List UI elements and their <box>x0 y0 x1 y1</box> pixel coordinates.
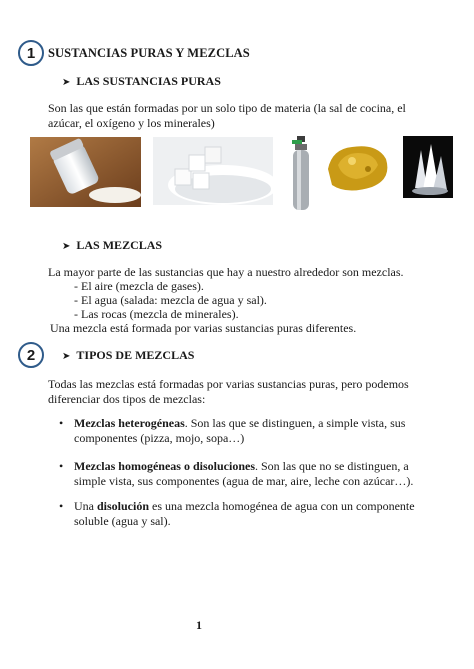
section-number: 1 <box>26 44 36 62</box>
subheading-text: LAS SUSTANCIAS PURAS <box>76 74 221 88</box>
mixture-item: - El aire (mezcla de gases). <box>74 279 204 293</box>
list-item <box>59 459 424 488</box>
section-number-badge <box>18 40 44 66</box>
bullet-term: Mezclas homogéneas o disoluciones <box>74 459 255 473</box>
subheading-pure <box>62 74 221 89</box>
oxygen-tank-image <box>288 134 314 214</box>
quartz-crystal-image <box>403 136 453 198</box>
mixture-item: - Las rocas (mezcla de minerales). <box>74 307 239 321</box>
types-intro: Todas las mezclas está formadas por varias sustancias puras, pero podemos diferenciar dos tipos de mezclas: <box>48 377 409 406</box>
bullet-dot-icon: • <box>59 499 64 513</box>
section-number: 2 <box>26 346 36 364</box>
bullet-text: es una mezcla homogénea de agua con un componente soluble (agua y sal). <box>74 499 415 528</box>
mixtures-intro: La mayor parte de las sustancias que hay a nuestro alrededor son mezclas. <box>48 265 404 279</box>
section-title-text: TIPOS DE MEZCLAS <box>76 348 195 362</box>
arrow-bullet-icon: ➤ <box>62 241 71 252</box>
bullet-term: disolución <box>97 499 150 513</box>
page-number: 1 <box>196 618 202 632</box>
arrow-bullet-icon: ➤ <box>62 77 71 88</box>
bullet-dot-icon: • <box>59 416 64 430</box>
subheading-text: LAS MEZCLAS <box>76 238 163 252</box>
bullet-text: . Son las que no se distinguen, a simple vista, sus componentes (agua de mar, aire, leche con azúcar…). <box>74 459 414 488</box>
section-title <box>62 348 194 363</box>
pure-description: Son las que están formadas por un solo tipo de materia (la sal de cocina, el azúcar, el oxígeno y los minerales) <box>48 101 406 130</box>
gold-nugget-image <box>322 139 392 195</box>
bullet-dot-icon: • <box>59 459 64 473</box>
bullet-text: Una <box>74 499 97 513</box>
section-title: SUSTANCIAS PURAS Y MEZCLAS <box>48 46 250 60</box>
subheading-mixtures <box>62 238 162 253</box>
list-item <box>59 499 424 528</box>
mixture-item: - El agua (salada: mezcla de agua y sal). <box>74 293 267 307</box>
section-number-badge <box>18 342 44 368</box>
mixtures-outro: Una mezcla está formada por varias sustancias puras diferentes. <box>50 321 357 335</box>
bullet-text: . Son las que se distinguen, a simple vista, sus componentes (pizza, mojo, sopa…) <box>74 416 406 445</box>
sugar-cubes-image <box>153 137 273 205</box>
bullet-term: Mezclas heterogéneas <box>74 416 185 430</box>
list-item <box>59 416 424 445</box>
arrow-bullet-icon: ➤ <box>62 351 71 362</box>
salt-shaker-image <box>30 137 141 207</box>
